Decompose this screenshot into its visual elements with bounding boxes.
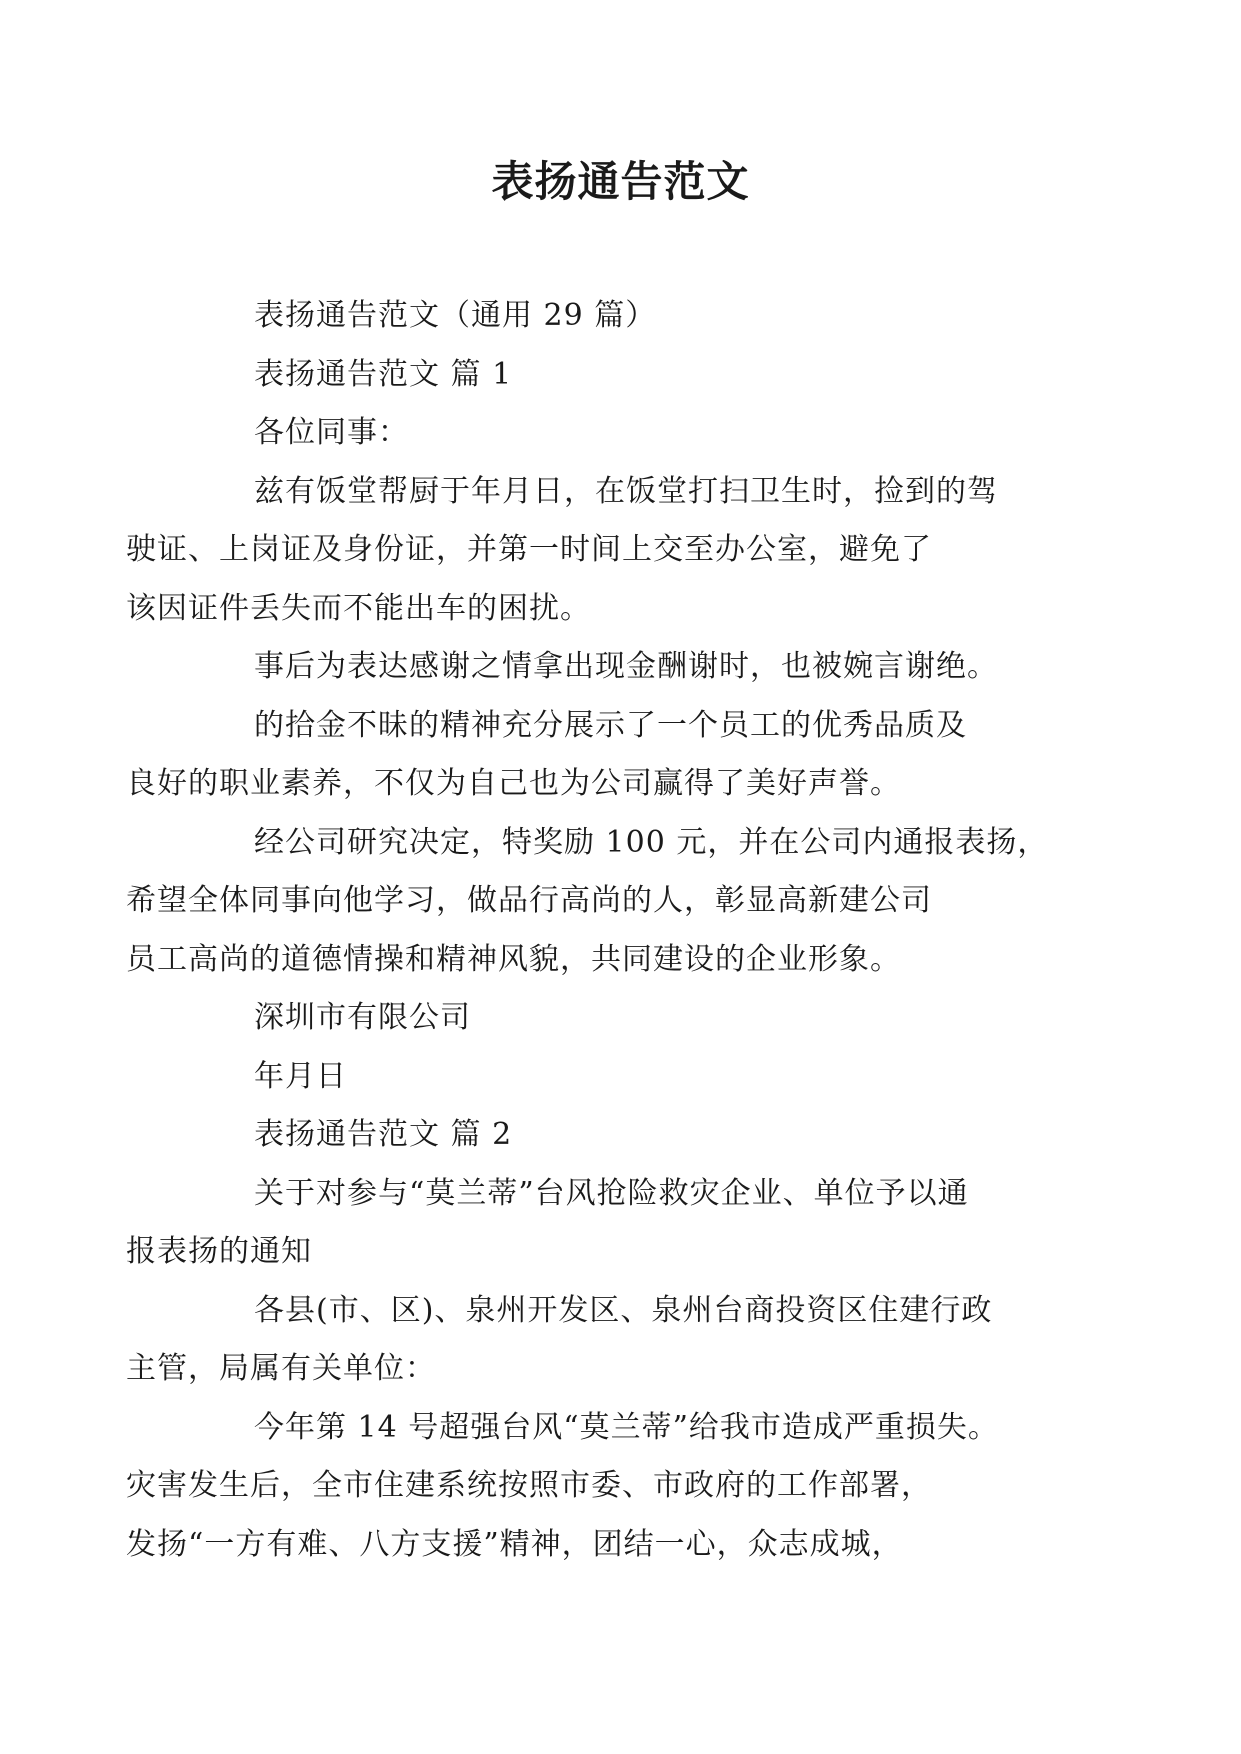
text-line: 事后为表达感谢之情拿出现金酬谢时，也被婉言谢绝。 — [254, 649, 998, 684]
text-line: 良好的职业素养，不仅为自己也为公司赢得了美好声誉。 — [126, 766, 901, 801]
text-line: 年月日 — [254, 1058, 347, 1094]
text-line: 表扬通告范文 篇 2 — [254, 1117, 513, 1152]
paragraph — [126, 1165, 1050, 1282]
text-line: 各县(市、区)、泉州开发区、泉州台商投资区住建行政 — [254, 1292, 993, 1328]
text-line: 灾害发生后，全市住建系统按照市委、市政府的工作部署， — [126, 1468, 932, 1503]
document-body — [126, 287, 1050, 1574]
paragraph — [126, 1399, 1050, 1575]
paragraph — [190, 638, 1050, 697]
text-line: 表扬通告范文（通用 29 篇） — [254, 298, 657, 333]
paragraph — [126, 463, 1050, 639]
paragraph — [126, 697, 1050, 814]
paragraph — [126, 1282, 1050, 1399]
paragraph — [190, 989, 1050, 1048]
text-line: 经公司研究决定，特奖励 100 元，并在公司内通报表扬， — [254, 824, 1049, 860]
text-line: 表扬通告范文 篇 1 — [254, 356, 513, 392]
text-line: 发扬“一方有难、八方支援”精神，团结一心，众志成城， — [126, 1526, 903, 1562]
text-line: 各位同事： — [254, 415, 409, 450]
document-title: 表扬通告范文 — [491, 157, 750, 206]
paragraph — [190, 1106, 1050, 1165]
text-line: 兹有饭堂帮厨于年月日，在饭堂打扫卫生时，捡到的驾 — [254, 473, 998, 509]
text-line: 主管，局属有关单位： — [126, 1351, 436, 1386]
paragraph — [190, 346, 1050, 405]
text-line: 该因证件丢失而不能出车的困扰。 — [126, 590, 591, 626]
paragraph — [190, 1048, 1050, 1107]
text-line: 关于对参与“莫兰蒂”台风抢险救灾企业、单位予以通 — [254, 1175, 969, 1211]
text-line: 希望全体同事向他学习，做品行高尚的人，彰显高新建公司 — [126, 883, 932, 918]
text-line: 今年第 14 号超强台风“莫兰蒂”给我市造成严重损失。 — [254, 1409, 999, 1445]
text-line: 驶证、上岗证及身份证，并第一时间上交至办公室，避免了 — [126, 532, 932, 567]
text-line: 报表扬的通知 — [126, 1234, 312, 1269]
text-line: 员工高尚的道德情操和精神风貌，共同建设的企业形象。 — [126, 941, 901, 977]
text-line: 深圳市有限公司 — [254, 1000, 471, 1035]
paragraph — [190, 404, 1050, 463]
text-line: 的拾金不昧的精神充分展示了一个员工的优秀品质及 — [254, 707, 967, 743]
paragraph — [190, 287, 1050, 346]
paragraph — [126, 814, 1050, 990]
